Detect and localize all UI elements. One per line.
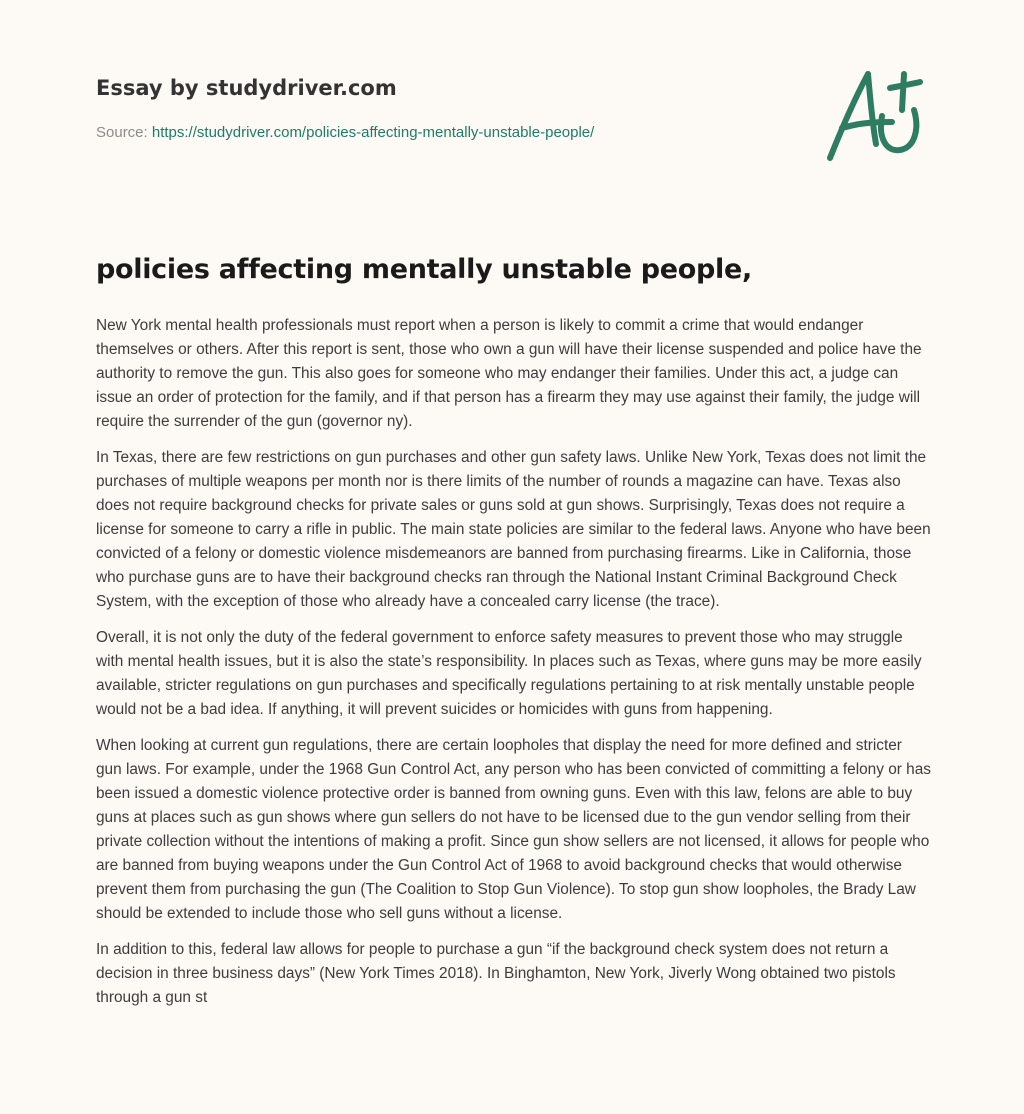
- essay-title: policies affecting mentally unstable people,: [96, 254, 752, 285]
- essay-paragraph: In Texas, there are few restrictions on gun purchases and other gun safety laws. Unlike New York, Texas does not limit the purchases of multiple weapons per month nor is there limits of the number of rounds a magazine can have. Texas also does not require background checks for private sales or guns sold at gun shows. Surprisingly, Texas does not require a license for someone to carry a rifle in public. The main state policies are similar to the federal laws. Anyone who have been convicted of a felony or domestic violence misdemeanors are banned from purchasing firearms. Like in California, those who purchase guns are to have their background checks ran through the National Instant Criminal Background Check System, with the exception of those who already have a concealed carry license (the trace).: [96, 449, 931, 610]
- source-label: Source:: [96, 124, 148, 141]
- a-plus-grade-icon: [820, 66, 930, 166]
- essay-body: [96, 314, 931, 1022]
- essay-paragraph: When looking at current gun regulations, there are certain loopholes that display the need for more defined and stricter gun laws. For example, under the 1968 Gun Control Act, any person who has been convicted of committing a felony or has been issued a domestic violence protective order is banned from owning guns. Even with this law, felons are able to buy guns at places such as gun shows where gun sellers do not have to be licensed due to the gun vendor selling from their private collection without the intentions of making a profit. Since gun show sellers are not licensed, it allows for people who are banned from buying weapons under the Gun Control Act of 1968 to avoid background checks that would otherwise prevent them from purchasing the gun (The Coalition to Stop Gun Violence). To stop gun show loopholes, the Brady Law should be extended to include those who sell guns without a license.: [96, 737, 931, 922]
- page-header: [96, 76, 796, 141]
- source-link[interactable]: https://studydriver.com/policies-affecting-mentally-unstable-people/: [151, 124, 595, 141]
- essay-paragraph: In addition to this, federal law allows for people to purchase a gun “if the background check system does not return a decision in three business days” (New York Times 2018). In Binghamton, New York, Jiverly Wong obtained two pistols through a gun st: [96, 941, 896, 1006]
- essay-paragraph: Overall, it is not only the duty of the federal government to enforce safety measures to prevent those who may struggle with mental health issues, but it is also the state’s responsibility. In places such as Texas, where guns may be more easily available, stricter regulations on gun purchases and specifically regulations pertaining to at risk mentally unstable people would not be a bad idea. If anything, it will prevent suicides or homicides with guns from happening.: [96, 629, 922, 718]
- essay-paragraph: New York mental health professionals must report when a person is likely to commit a crime that would endanger themselves or others. After this report is sent, those who own a gun will have their license suspended and police have the authority to remove the gun. This also goes for someone who may endanger their families. Under this act, a judge can issue an order of protection for the family, and if that person has a firearm they may use against their family, the judge will require the surrender of the gun (governor ny).: [96, 317, 922, 430]
- site-title: Essay by studydriver.com: [96, 76, 397, 100]
- source-line: [96, 124, 796, 141]
